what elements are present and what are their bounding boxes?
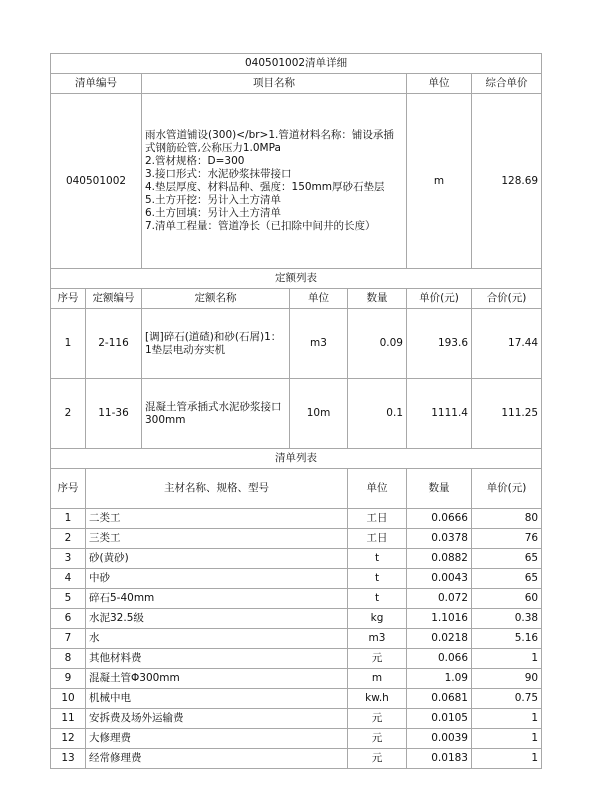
list-header-name: 主材名称、规格、型号 (86, 469, 348, 509)
list-unit: m3 (348, 629, 407, 649)
list-price: 1 (472, 709, 542, 729)
list-name: 混凝土管Φ300mm (86, 669, 348, 689)
list-no: 5 (51, 589, 86, 609)
list-header-price: 单价(元) (472, 469, 542, 509)
list-unit: 元 (348, 729, 407, 749)
header-name: 项目名称 (142, 74, 407, 94)
quota-code: 2-116 (86, 309, 142, 379)
table-row (51, 709, 542, 729)
list-no: 2 (51, 529, 86, 549)
quota-header-total: 合价(元) (472, 289, 542, 309)
list-qty: 0.0681 (407, 689, 472, 709)
item-unit: m (407, 94, 472, 269)
list-price: 1 (472, 729, 542, 749)
table-row (51, 549, 542, 569)
list-price: 65 (472, 569, 542, 589)
table-row (51, 609, 542, 629)
list-qty: 0.0882 (407, 549, 472, 569)
quota-qty: 0.1 (348, 379, 407, 449)
list-section-title: 清单列表 (51, 449, 542, 469)
list-header-no: 序号 (51, 469, 86, 509)
table-row (51, 729, 542, 749)
item-description: 雨水管道铺设(300)</br>1.管道材料名称：铺设承插式钢筋砼管,公称压力1.0MPa 2.管材规格：D=300 3.接口形式：水泥砂浆抹带接口 4.垫层厚度、材料品种、强度：150mm厚砂石垫层 5.土方开挖：另计入土方清单 6.土方回填：另计入土方清单 7.清单工程量：管道净长（已扣除中间井的长度） (142, 94, 407, 269)
list-unit: t (348, 549, 407, 569)
quota-section-title: 定额列表 (51, 269, 542, 289)
list-price: 65 (472, 549, 542, 569)
quota-unit: m3 (290, 309, 348, 379)
list-qty: 1.09 (407, 669, 472, 689)
header-price: 综合单价 (472, 74, 542, 94)
list-unit: t (348, 569, 407, 589)
list-qty: 0.0666 (407, 509, 472, 529)
list-name: 水泥32.5级 (86, 609, 348, 629)
quota-total: 17.44 (472, 309, 542, 379)
list-unit: 元 (348, 749, 407, 769)
list-no: 12 (51, 729, 86, 749)
list-name: 经常修理费 (86, 749, 348, 769)
quota-code: 11-36 (86, 379, 142, 449)
list-price: 76 (472, 529, 542, 549)
quota-no: 1 (51, 309, 86, 379)
list-no: 9 (51, 669, 86, 689)
table-row (51, 649, 542, 669)
list-no: 1 (51, 509, 86, 529)
quota-header-no: 序号 (51, 289, 86, 309)
table-row (51, 669, 542, 689)
list-qty: 0.0183 (407, 749, 472, 769)
list-no: 13 (51, 749, 86, 769)
list-qty: 0.0378 (407, 529, 472, 549)
list-name: 其他材料费 (86, 649, 348, 669)
quota-header-row (51, 289, 542, 309)
list-name: 中砂 (86, 569, 348, 589)
list-price: 0.38 (472, 609, 542, 629)
table-row (51, 569, 542, 589)
list-qty: 0.0105 (407, 709, 472, 729)
quota-row (51, 309, 542, 379)
item-header-row (51, 74, 542, 94)
quota-total: 111.25 (472, 379, 542, 449)
quota-qty: 0.09 (348, 309, 407, 379)
item-price: 128.69 (472, 94, 542, 269)
table-row (51, 529, 542, 549)
list-unit: 工日 (348, 509, 407, 529)
quota-no: 2 (51, 379, 86, 449)
list-no: 6 (51, 609, 86, 629)
list-unit: t (348, 589, 407, 609)
table-title: 040501002清单详细 (51, 54, 542, 74)
list-header-row (51, 469, 542, 509)
list-unit: 工日 (348, 529, 407, 549)
list-unit: kw.h (348, 689, 407, 709)
list-name: 二类工 (86, 509, 348, 529)
list-price: 1 (472, 649, 542, 669)
list-qty: 0.0039 (407, 729, 472, 749)
list-price: 1 (472, 749, 542, 769)
list-name: 大修理费 (86, 729, 348, 749)
quota-header-unit: 单位 (290, 289, 348, 309)
list-name: 碎石5-40mm (86, 589, 348, 609)
list-unit: 元 (348, 649, 407, 669)
quota-header-price: 单价(元) (407, 289, 472, 309)
quota-name: [调]碎石(道碴)和砂(石屑)1：1垫层电动夯实机 (142, 309, 290, 379)
list-price: 5.16 (472, 629, 542, 649)
list-no: 10 (51, 689, 86, 709)
list-header-unit: 单位 (348, 469, 407, 509)
quota-price: 1111.4 (407, 379, 472, 449)
quota-header-code: 定额编号 (86, 289, 142, 309)
quota-header-qty: 数量 (348, 289, 407, 309)
list-no: 3 (51, 549, 86, 569)
list-header-qty: 数量 (407, 469, 472, 509)
list-price: 0.75 (472, 689, 542, 709)
list-qty: 0.0043 (407, 569, 472, 589)
table-row (51, 509, 542, 529)
list-no: 11 (51, 709, 86, 729)
list-name: 砂(黄砂) (86, 549, 348, 569)
list-no: 4 (51, 569, 86, 589)
quota-name: 混凝土管承插式水泥砂浆接口300mm (142, 379, 290, 449)
quota-price: 193.6 (407, 309, 472, 379)
list-no: 7 (51, 629, 86, 649)
list-unit: kg (348, 609, 407, 629)
header-unit: 单位 (407, 74, 472, 94)
table-row (51, 589, 542, 609)
quota-row (51, 379, 542, 449)
item-code: 040501002 (51, 94, 142, 269)
list-unit: m (348, 669, 407, 689)
list-price: 90 (472, 669, 542, 689)
list-name: 安拆费及场外运输费 (86, 709, 348, 729)
table-row (51, 689, 542, 709)
list-unit: 元 (348, 709, 407, 729)
header-code: 清单编号 (51, 74, 142, 94)
item-row (51, 94, 542, 269)
list-name: 三类工 (86, 529, 348, 549)
table-row (51, 749, 542, 769)
list-qty: 0.066 (407, 649, 472, 669)
list-qty: 0.0218 (407, 629, 472, 649)
list-qty: 1.1016 (407, 609, 472, 629)
list-price: 60 (472, 589, 542, 609)
list-qty: 0.072 (407, 589, 472, 609)
quota-header-name: 定额名称 (142, 289, 290, 309)
list-no: 8 (51, 649, 86, 669)
bill-detail-table (50, 53, 542, 769)
list-name: 水 (86, 629, 348, 649)
table-row (51, 629, 542, 649)
quota-unit: 10m (290, 379, 348, 449)
list-price: 80 (472, 509, 542, 529)
list-name: 机械中电 (86, 689, 348, 709)
